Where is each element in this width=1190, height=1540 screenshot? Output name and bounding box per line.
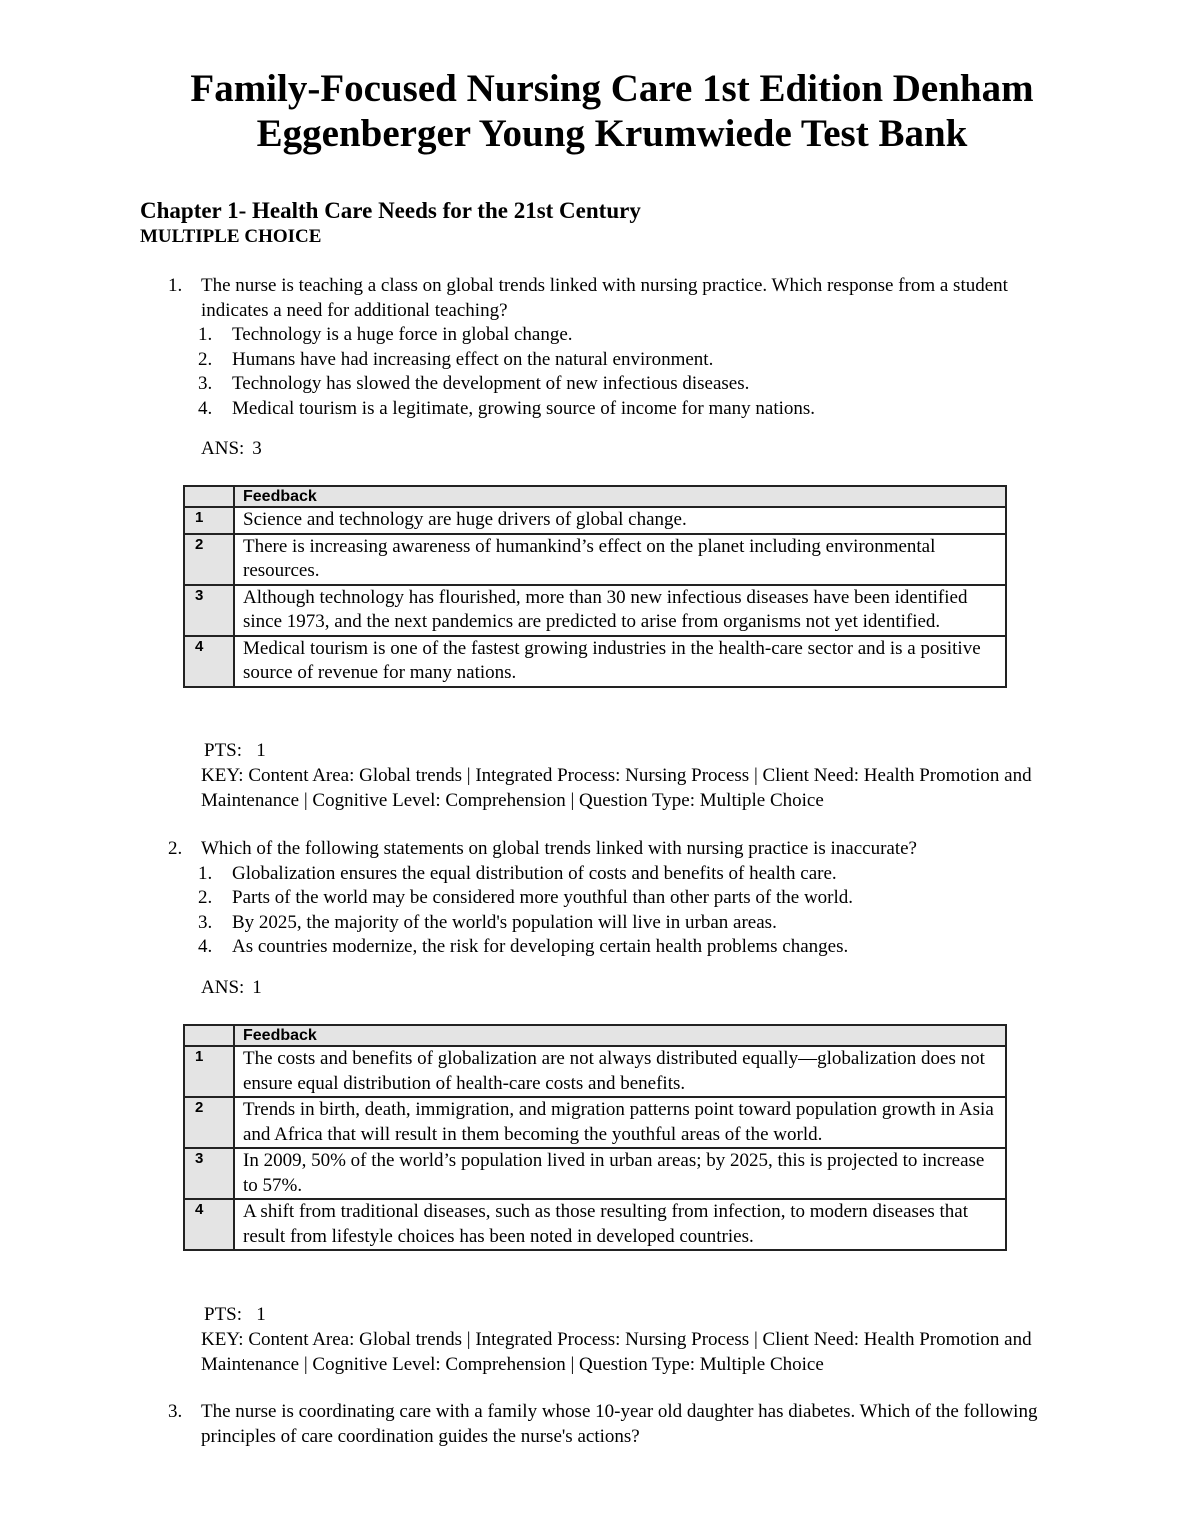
- feedback-table: [183, 485, 1007, 688]
- feedback-text: Medical tourism is one of the fastest growing industries in the health-care sector and is a positive source of revenue for many nations.: [234, 636, 1006, 687]
- section-heading: MULTIPLE CHOICE: [140, 226, 322, 247]
- option-list: [198, 323, 1058, 421]
- option-item: [198, 372, 1058, 397]
- feedback-text: A shift from traditional diseases, such as those resulting from infection, to modern diseases that result from lifestyle choices has been noted in developed countries.: [234, 1199, 1006, 1250]
- feedback-number: 2: [184, 534, 234, 585]
- question-stem: The nurse is teaching a class on global trends linked with nursing practice. Which response from a student indicates a need for additional teaching?: [201, 275, 1008, 321]
- table-row: [184, 636, 1006, 687]
- option-text: Medical tourism is a legitimate, growing source of income for many nations.: [232, 397, 816, 419]
- question-stem: Which of the following statements on global trends linked with nursing practice is inaccurate?: [201, 838, 917, 859]
- table-row: [184, 1148, 1006, 1199]
- option-number: 2.: [198, 348, 213, 370]
- option-text: Technology is a huge force in global change.: [232, 324, 573, 345]
- option-number: 1.: [198, 324, 213, 345]
- points-label: PTS:: [204, 1304, 243, 1325]
- feedback-number: 2: [184, 1097, 234, 1148]
- feedback-header: Feedback: [234, 1025, 1006, 1046]
- question-1: [168, 274, 1058, 421]
- answer-line: [201, 438, 262, 460]
- option-text: Technology has slowed the development of new infectious diseases.: [232, 373, 750, 394]
- option-item: [198, 862, 1058, 887]
- answer-value: 1: [252, 977, 262, 998]
- option-item: [198, 348, 1058, 373]
- key-line: KEY: Content Area: Global trends | Integrated Process: Nursing Process | Client Need: Health Promotion and Maintenance | Cognitive Level: Comprehension | Question Type: Multiple Choice: [201, 765, 1032, 811]
- answer-line: [201, 977, 262, 999]
- title-line-2: Eggenberger Young Krumwiede Test Bank: [256, 112, 968, 155]
- table-row: [184, 1097, 1006, 1148]
- option-number: 3.: [198, 373, 213, 394]
- question-2: [168, 837, 1058, 960]
- option-text: By 2025, the majority of the world's population will live in urban areas.: [232, 911, 777, 933]
- feedback-text: In 2009, 50% of the world’s population lived in urban areas; by 2025, this is projected to increase to 57%.: [234, 1148, 1006, 1199]
- feedback-header-blank: [184, 1025, 234, 1046]
- table-row: [184, 585, 1006, 636]
- feedback-table: [183, 1024, 1007, 1251]
- document-title: [0, 66, 1190, 156]
- option-list: [198, 862, 1058, 960]
- feedback-text: Trends in birth, death, immigration, and migration patterns point toward population growth in Asia and Africa that will result in them becoming the youthful areas of the world.: [234, 1097, 1006, 1148]
- points-label: PTS:: [204, 740, 243, 761]
- points-line: [201, 1302, 1061, 1327]
- option-text: As countries modernize, the risk for developing certain health problems changes.: [232, 936, 849, 957]
- answer-label: ANS:: [201, 438, 245, 459]
- question-number: 1.: [168, 275, 183, 296]
- question-3: [168, 1400, 1058, 1449]
- question-number: 2.: [168, 838, 183, 859]
- option-item: [198, 397, 1058, 422]
- feedback-number: 4: [184, 1199, 234, 1250]
- feedback-number: 4: [184, 636, 234, 687]
- key-line: KEY: Content Area: Global trends | Integrated Process: Nursing Process | Client Need: Health Promotion and Maintenance | Cognitive Level: Comprehension | Question Type: Multiple Choice: [201, 1329, 1032, 1375]
- feedback-header-row: [184, 1025, 1006, 1046]
- question-stem: The nurse is coordinating care with a family whose 10-year old daughter has diabetes. Which of the following principles of care coordination guides the nurse's actions?: [201, 1401, 1038, 1447]
- feedback-number: 3: [184, 1148, 234, 1199]
- option-item: [198, 886, 1058, 911]
- feedback-number: 1: [184, 507, 234, 534]
- feedback-text: Science and technology are huge drivers of global change.: [234, 507, 1006, 534]
- points-value: 1: [256, 1304, 266, 1325]
- option-number: 1.: [198, 862, 213, 884]
- answer-label: ANS:: [201, 977, 245, 998]
- option-item: [198, 911, 1058, 936]
- question-metadata: [201, 738, 1061, 813]
- option-text: Parts of the world may be considered more youthful than other parts of the world.: [232, 887, 854, 908]
- option-number: 4.: [198, 397, 213, 419]
- option-text: Humans have had increasing effect on the natural environment.: [232, 348, 714, 370]
- table-row: [184, 1046, 1006, 1097]
- table-row: [184, 1199, 1006, 1250]
- feedback-text: Although technology has flourished, more than 30 new infectious diseases have been identified since 1973, and the next pandemics are predicted to arise from organisms not yet identified.: [234, 585, 1006, 636]
- feedback-header-blank: [184, 486, 234, 507]
- feedback-header: Feedback: [234, 486, 1006, 507]
- question-metadata: [201, 1302, 1061, 1377]
- feedback-number: 3: [184, 585, 234, 636]
- question-number: 3.: [168, 1401, 183, 1422]
- points-line: [201, 738, 1061, 763]
- option-number: 2.: [198, 887, 213, 908]
- option-text: Globalization ensures the equal distribution of costs and benefits of health care.: [232, 862, 837, 884]
- table-row: [184, 507, 1006, 534]
- option-number: 4.: [198, 936, 213, 957]
- title-line-1: Family-Focused Nursing Care 1st Edition Denham: [190, 67, 1034, 110]
- feedback-text: There is increasing awareness of humankind’s effect on the planet including environmental resources.: [234, 534, 1006, 585]
- feedback-text: The costs and benefits of globalization are not always distributed equally—globalization does not ensure equal distribution of health-care costs and benefits.: [234, 1046, 1006, 1097]
- option-item: [198, 935, 1058, 960]
- points-value: 1: [256, 740, 266, 761]
- feedback-number: 1: [184, 1046, 234, 1097]
- table-row: [184, 534, 1006, 585]
- chapter-heading: Chapter 1- Health Care Needs for the 21st Century: [140, 198, 641, 223]
- option-item: [198, 323, 1058, 348]
- option-number: 3.: [198, 911, 213, 933]
- answer-value: 3: [252, 438, 262, 459]
- feedback-header-row: [184, 486, 1006, 507]
